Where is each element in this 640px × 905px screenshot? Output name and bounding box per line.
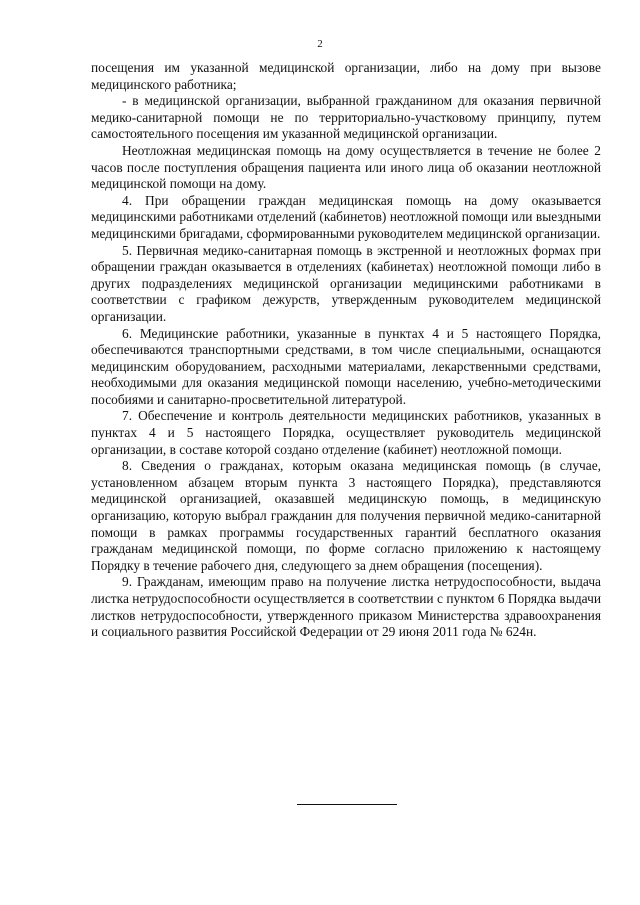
end-of-text-rule bbox=[297, 804, 397, 805]
document-body bbox=[91, 60, 601, 641]
paragraph-item-5: 5. Первичная медико-санитарная помощь в экстренной и неотложных формах при обращении граждан оказывается в отделениях (кабинетах) неотложной помощи либо в других подразделениях медицинской организации медицинскими работниками в соответствии с графиком дежурств, утвержденным руководителем медицинской организации. bbox=[91, 242, 601, 324]
paragraph-list-item: - в медицинской организации, выбранной гражданином для оказания первичной медико-санитарной помощи не по территориально-участковому принципу, путем самостоятельного посещения им указанной медицинской организации. bbox=[91, 93, 601, 142]
paragraph-item-7: 7. Обеспечение и контроль деятельности медицинских работников, указанных в пунктах 4 и 5 настоящего Порядка, осуществляет руководитель медицинской организации, в составе которой создано отделение (кабинет) неотложной помощи. bbox=[91, 408, 601, 457]
paragraph-emergency-home-care: Неотложная медицинская помощь на дому осуществляется в течение не более 2 часов после поступления обращения пациента или иного лица об оказании неотложной медицинской помощи на дому. bbox=[91, 142, 601, 192]
page-number: 2 bbox=[317, 38, 323, 50]
paragraph-item-9: 9. Гражданам, имеющим право на получение листка нетрудоспособности, выдача листка нетрудоспособности осуществляется в соответствии с пунктом 6 Порядка выдачи листков нетрудоспособности, утвержденного приказом Министерства здравоохранения и социального развития Российской Федерации от 29 июня 2011 года № 624н. bbox=[91, 574, 601, 640]
paragraph-continuation: посещения им указанной медицинской организации, либо на дому при вызове медицинского работника; bbox=[91, 60, 601, 92]
paragraph-item-8: 8. Сведения о гражданах, которым оказана медицинская помощь (в случае, установленном абзацем вторым пункта 3 настоящего Порядка), представляются медицинской организацией, оказавшей медицинскую помощь, в медицинскую организацию, которую выбрал гражданин для получения первичной медико-санитарной помощи в рамках программы государственных гарантий бесплатного оказания гражданам медицинской помощи, по форме согласно приложению к настоящему Порядку в течение рабочего дня, следующего за днем обращения (посещения). bbox=[91, 458, 601, 573]
paragraph-item-6: 6. Медицинские работники, указанные в пунктах 4 и 5 настоящего Порядка, обеспечиваются транспортными средствами, в том числе специальными, оснащаются медицинским оборудованием, расходными материалами, лекарственными средствами, необходимыми для оказания медицинской помощи населению, учебно-методическими пособиями и санитарно-просветительной литературой. bbox=[91, 325, 601, 407]
paragraph-item-4: 4. При обращении граждан медицинская помощь на дому оказывается медицинскими работниками отделений (кабинетов) неотложной помощи или выездными медицинскими бригадами, сформированными руководителем медицинской организации. bbox=[91, 192, 601, 241]
